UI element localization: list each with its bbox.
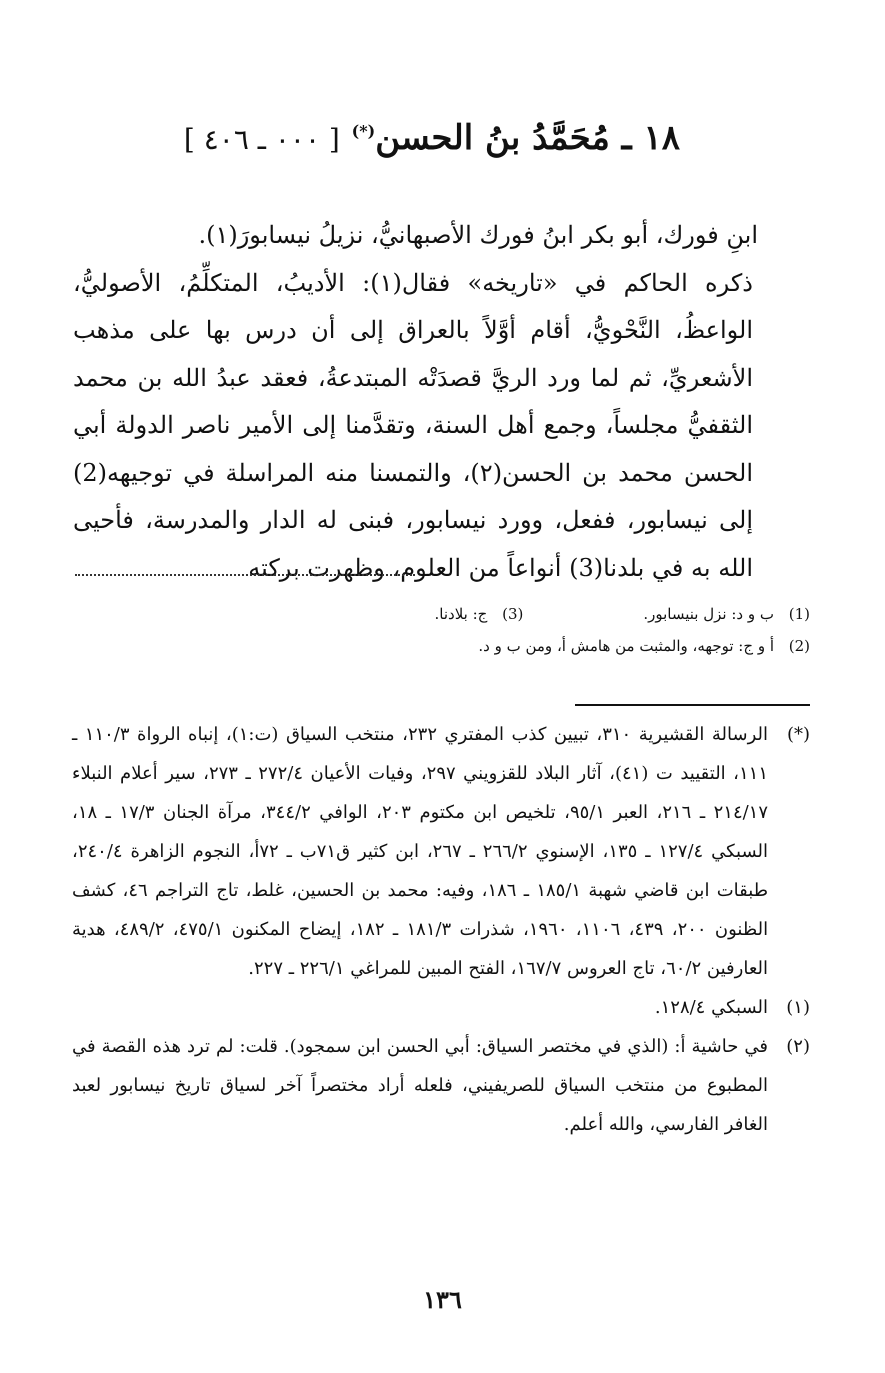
footnote-mark: (*) (786, 724, 810, 745)
entry-paragraph-1: ابنِ فورك، أبو بكر ابنُ فورك الأصبهانيُّ، نزيلُ نيسابورَ(١). (198, 221, 758, 249)
variant-note-text: أ و ج: توجهه، والمثبت من هامش أ، ومن ب و د. (478, 637, 774, 655)
variant-note-text: ب و د: نزل بنيسابور. (643, 605, 774, 623)
variant-note-number: (3) (502, 605, 524, 623)
variant-note (70, 598, 810, 630)
entry-star-mark: (*) (351, 121, 376, 141)
footnote-mark: (٢) (786, 1036, 810, 1057)
variant-note (70, 630, 810, 662)
page-number: ١٣٦ (423, 1285, 462, 1314)
entry-paragraph-2: ذكره الحاكم في «تاريخه» فقال(١): الأديبُ، المتكلِّمُ، الأصوليُّ، الواعظُ، النَّحْويُّ، أقام أوَّلاً بالعراق إلى أن درس بها على مذهب الأشعريِّ، ثم لما ورد الريَّ قصدَتْه المبتدعةُ، فعقد عبدُ الله بن محمد الثقفيُّ مجلساً، وجمع أهل السنة، وتقدَّمنا إلى الأمير ناصر الدولة أبي الحسن محمد بن الحسن(٢)، والتمسنا منه المراسلة في توجيهه(2) إلى نيسابور، ففعل، وورد نيسابور، فبنى له الدار والمدرسة، فأحيى الله به في بلدنا(3) أنواعاً من العلوم، وظهرت بركته (73, 268, 754, 582)
entry-title: ١٨ ـ مُحَمَّدُ بنُ الحسن (375, 118, 680, 158)
footnote-mark: (١) (786, 997, 810, 1018)
variant-note-number: (1) (788, 605, 810, 623)
variant-notes (70, 598, 810, 662)
footnote-dotted-separator (75, 574, 415, 576)
footnote (72, 988, 810, 1027)
variant-note-text: ج: بلادنا. (434, 605, 488, 623)
footnotes (72, 715, 810, 1144)
entry-body (73, 212, 813, 592)
footnote (72, 1027, 810, 1144)
entry-heading (183, 118, 680, 158)
footnote (72, 715, 810, 988)
footnote-text: السبكي ١٢٨/٤. (654, 997, 768, 1018)
footnote-text: الرسالة القشيرية ٣١٠، تبيين كذب المفتري ٢٣٢، منتخب السياق (ت:١)، إنباه الرواة ١١٠/٣ ـ ١١١، التقييد ت (٤١)، آثار البلاد للقزويني ٢٩٧، وفيات الأعيان ٢٧٢/٤ ـ ٢٧٣، سير أعلام النبلاء ٢١٤/١٧ ـ ٢١٦، العبر ٩٥/١، تلخيص ابن مكتوم ٢٠٣، الوافي ٣٤٤/٢، مرآة الجنان ١٧/٣ ـ ١٨، السبكي ١٢٧/٤ ـ ١٣٥، الإسنوي ٢٦٦/٢ ـ ٢٦٧، ابن كثير ق٧١ب ـ ٧٢أ، النجوم الزاهرة ٢٤٠/٤، طبقات ابن قاضي شهبة ١٨٥/١ ـ ١٨٦، وفيه: محمد بن الحسين، غلط، تاج التراجم ٤٦، كشف الظنون ٢٠٠، ٤٣٩، ١١٠٦، ١٩٦٠، شذرات ١٨١/٣ ـ ١٨٢، إيضاح المكنون ٤٧٥/١، ٤٨٩/٢، هدية العارفين ٦٠/٢، تاج العروس ١٦٧/٧، الفتح المبين للمراغي ٢٢٦/١ ـ ٢٢٧. (72, 724, 769, 979)
variant-note-number: (2) (788, 637, 810, 655)
entry-dates: [ ٠٠٠ ـ ٤٠٦ ] (183, 123, 340, 156)
footnote-rule (575, 704, 810, 706)
footnote-text: في حاشية أ: (الذي في مختصر السياق: أبي الحسن ابن سمجود). قلت: لم ترد هذه القصة في المطبوع من منتخب السياق للصريفيني، فلعله أراد مختصراً آخر لسياق تاريخ نيسابور لعبد الغافر الفارسي، والله أعلم. (72, 1036, 768, 1135)
